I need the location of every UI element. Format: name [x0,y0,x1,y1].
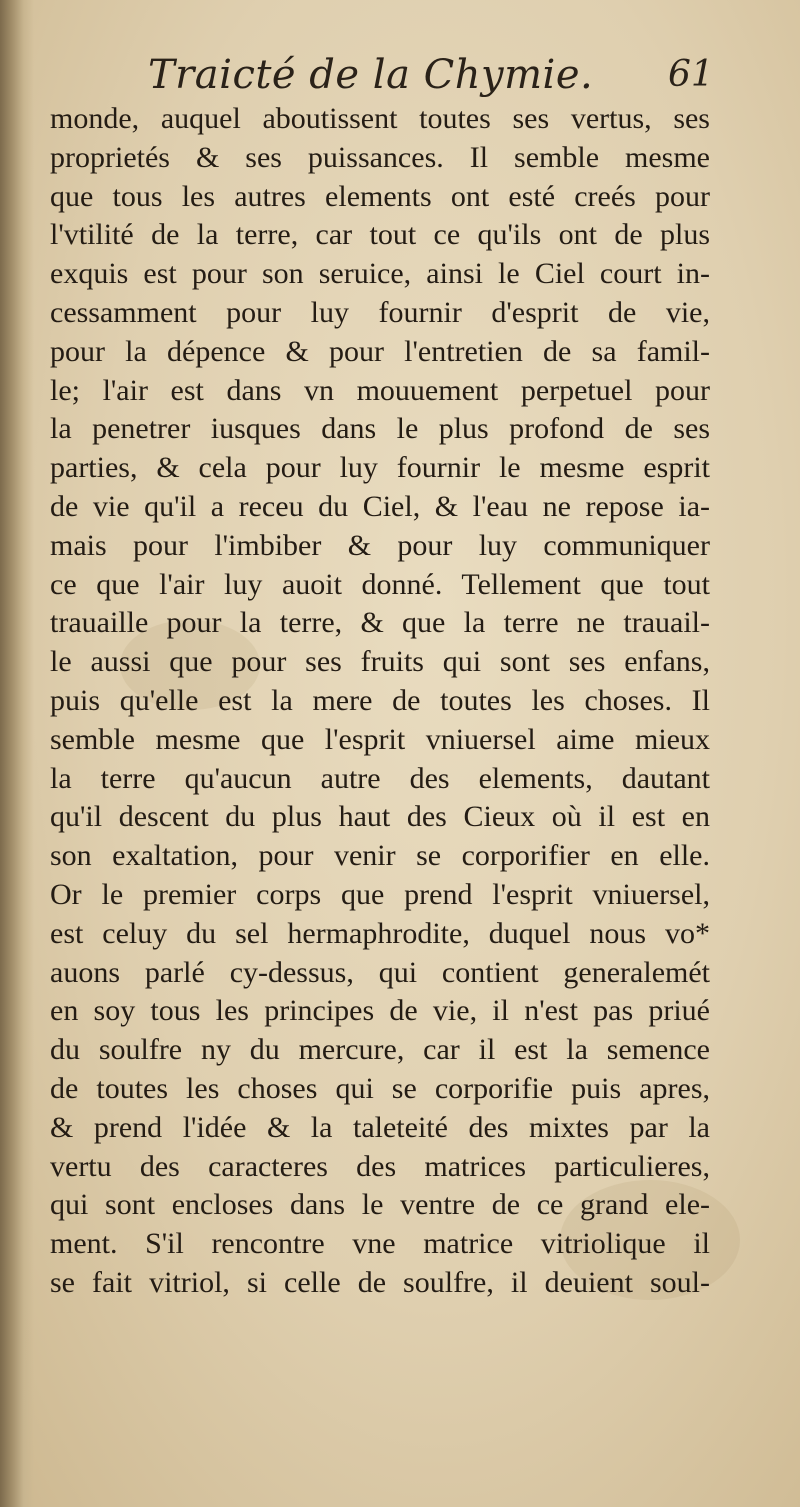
text-line: & prend l'idée & la taleteité des mixtes par la [50,1110,710,1144]
text-line: est celuy du sel hermaphrodite, duquel nous vo* [50,916,710,950]
text-line: parties, & cela pour luy fournir le mesme esprit [50,451,710,485]
text-line: qui sont encloses dans le ventre de ce grand ele- [50,1188,710,1222]
text-line: monde, auquel aboutissent toutes ses vertus, ses [50,102,710,135]
text-line: son exaltation, pour venir se corporifier en elle. [50,839,710,873]
text-line: que tous les autres elements ont esté creés pour [50,179,710,213]
text-line: qu'il descent du plus haut des Cieux où il est en [50,800,710,834]
text-line: vertu des caracteres des matrices particulieres, [50,1149,710,1183]
text-line: mais pour l'imbiber & pour luy communiquer [50,528,710,562]
text-line: exquis est pour son seruice, ainsi le Ciel court in- [50,257,710,291]
text-line: du soulfre ny du mercure, car il est la semence [50,1033,710,1067]
text-line: de vie qu'il a receu du Ciel, & l'eau ne repose ia- [50,489,710,523]
text-line: semble mesme que l'esprit vniuersel aime mieux [50,722,710,756]
text-line: trauaille pour la terre, & que la terre ne trauail- [50,606,710,640]
text-line: cessamment pour luy fournir d'esprit de vie, [50,295,710,329]
text-line: le; l'air est dans vn mouuement perpetuel pour [50,373,710,407]
body-text [50,100,710,1340]
text-line: pour la dépence & pour l'entretien de sa famil- [50,334,710,368]
page-binding-edge [0,0,34,1507]
text-line: de toutes les choses qui se corporifie puis apres, [50,1071,710,1105]
text-line: la penetrer iusques dans le plus profond de ses [50,412,710,446]
text-line: auons parlé cy-dessus, qui contient generalemét [50,955,710,989]
text-line: ment. S'il rencontre vne matrice vitriolique il [50,1227,710,1261]
text-line: la terre qu'aucun autre des elements, dautant [50,761,710,795]
running-title: Traicté de la Chymie. [148,52,594,98]
text-line: l'vtilité de la terre, car tout ce qu'ils ont de plus [50,218,710,252]
text-line: Or le premier corps que prend l'esprit vniuersel, [50,877,710,911]
text-line: le aussi que pour ses fruits qui sont ses enfans, [50,645,710,679]
text-line: en soy tous les principes de vie, il n'est pas priué [50,994,710,1028]
page-number: 61 [668,54,714,95]
text-line: proprietés & ses puissances. Il semble mesme [50,140,710,174]
text-line: puis qu'elle est la mere de toutes les choses. Il [50,683,710,717]
text-line: ce que l'air luy auoit donné. Tellement que tout [50,567,710,601]
text-line: se fait vitriol, si celle de soulfre, il deuient soul- [50,1265,710,1299]
